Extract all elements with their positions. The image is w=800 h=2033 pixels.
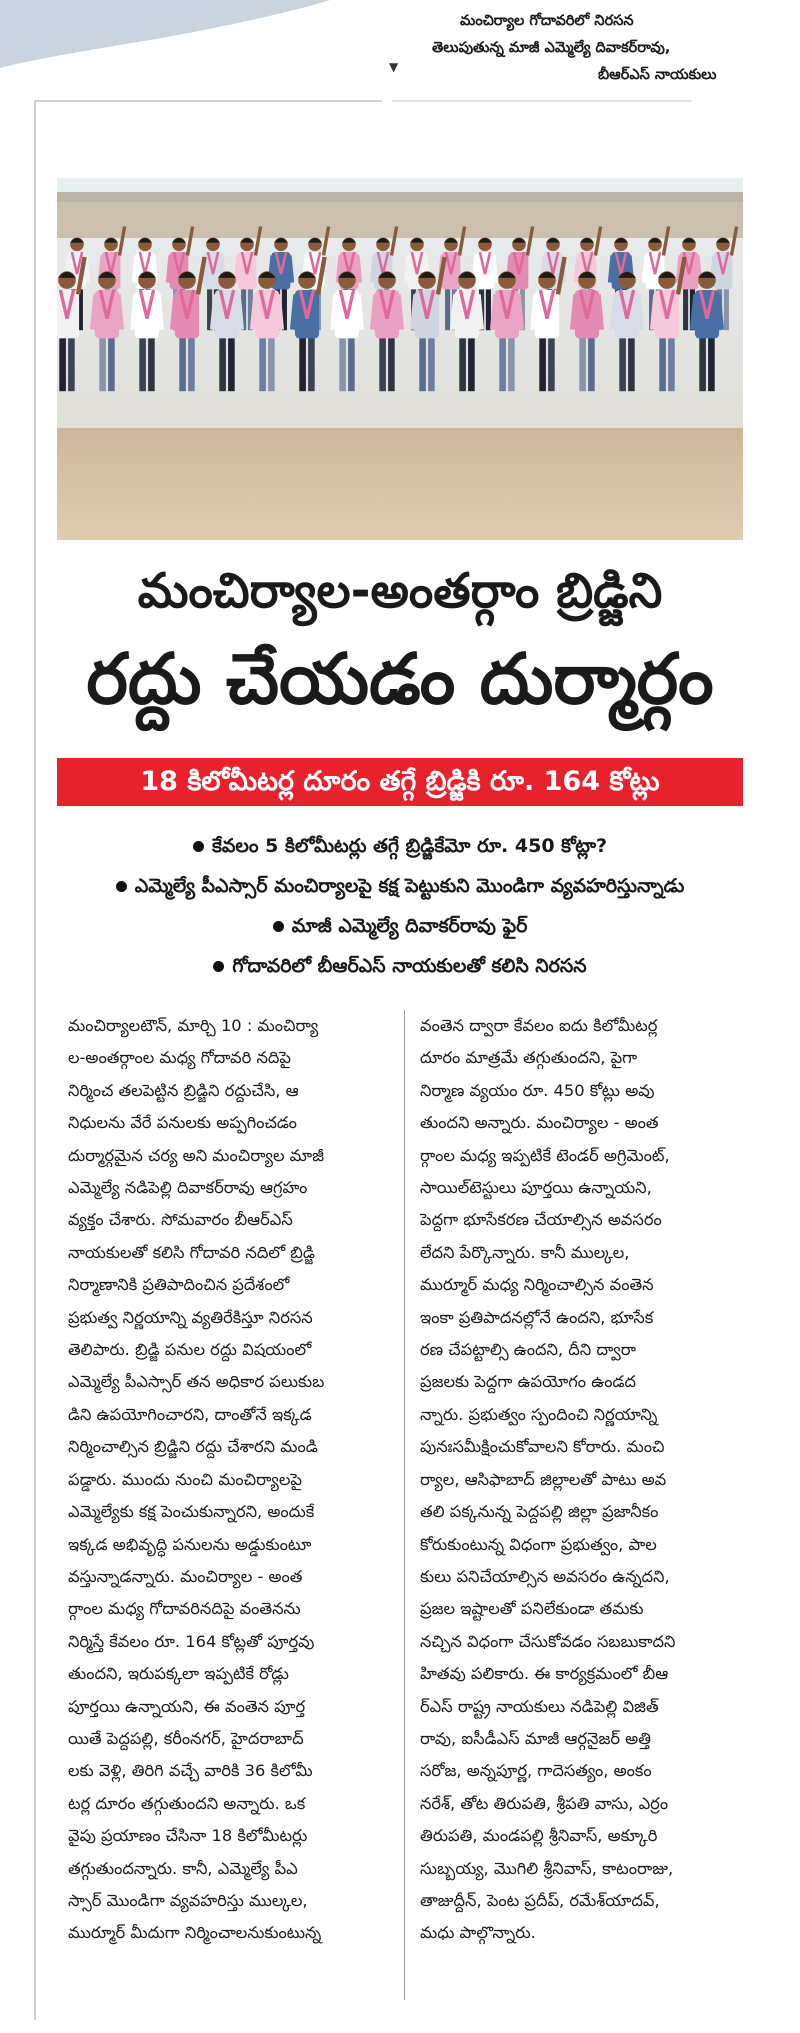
article-line: ముర్మూర్ మీదుగా నిర్మించాలనుకుంటున్న (68, 1923, 322, 1943)
article-line: ఎమ్మెల్యే పీఎస్సార్ తన అధికార పలుకుబ (68, 1372, 325, 1392)
frame-border-left (34, 100, 36, 2020)
article-line: స్సార్ మొండిగా వ్యవహరిస్తు ముల్కల, (68, 1890, 308, 1910)
bullet-list (40, 826, 760, 986)
article-line: తిరుపతి, మండపల్లి శ్రీనివాస్, అక్కూరి (420, 1826, 658, 1846)
article-line: వ్యక్తం చేశారు. సోమవారం బీఆర్‌ఎస్ (68, 1210, 293, 1230)
article-line: టర్ల దూరం తగ్గుతుందని అన్నారు. ఒక (68, 1793, 306, 1813)
bullet-text: మాజీ ఎమ్మెల్యే దివాకర్‌రావు ఫైర్ (291, 915, 528, 937)
headline-banner: 18 కిలోమీటర్ల దూరం తగ్గే బ్రిడ్జికి రూ. 164 కోట్లు (57, 758, 743, 806)
caption-line-3: బీఆర్‌ఎస్ నాయకులు (598, 67, 717, 83)
article-line: నిర్మాణానికి ప్రతిపాదించిన ప్రదేశంలో (68, 1275, 290, 1295)
decorative-swoosh (0, 0, 330, 80)
article-line: పెద్దగా భూసేకరణ చేయాల్సిన అవసరం (420, 1210, 662, 1230)
article-line: తలి పక్కనున్న పెద్దపల్లి జిల్లా ప్రజానీకం (420, 1502, 659, 1522)
article-line: పూర్తయి ఉన్నాయని, ఈ వంతెన పూర్త (68, 1696, 306, 1716)
news-photo (57, 178, 743, 540)
article-line: సుబ్బయ్య, మొగిలి శ్రీనివాస్, కాటంరాజు, (420, 1858, 674, 1878)
article-line: లకు వెళ్లి, తిరిగి వచ్చే వారికి 36 కిలోమీ (68, 1761, 313, 1781)
article-line: ఎమ్మెల్యే నడిపెల్లి దివాకర్‌రావు ఆగ్రహం (68, 1178, 308, 1198)
article-line: ఎమ్మెల్యేకు కక్ష పెంచుకున్నారని, అందుకే (68, 1502, 315, 1522)
bullet-dot-icon (273, 921, 284, 932)
bullet-text: గోదావరిలో బీఆర్‌ఎస్ నాయకులతో కలిసి నిరసన (232, 955, 587, 977)
article-line: హితవు పలికారు. ఈ కార్యక్రమంలో బీఆ (420, 1664, 669, 1684)
article-line: ఇక్కడ అభివృద్ధి పనులను అడ్డుకుంటూ (68, 1534, 312, 1554)
article-line: రణ చేపట్టాల్సి ఉందని, దీని ద్వారా (420, 1340, 637, 1360)
headline-line-2: రద్దు చేయడం దుర్మార్గం (86, 638, 714, 720)
caption-pointer-icon: ▼ (389, 60, 399, 74)
article-line: రావు, ఐసీడీఎస్ మాజీ ఆర్గనైజర్ అత్తి (420, 1728, 651, 1748)
article-line: నిర్మిస్తే కేవలం రూ. 164 కోట్లతో పూర్తవు (68, 1631, 315, 1651)
bullet-item (40, 866, 760, 906)
article-line: ఇంకా ప్రతిపాదనల్లోనే ఉందని, భూసేక (420, 1307, 654, 1327)
article-column-left (68, 1010, 390, 1950)
article-line: నిధులను వేరే పనులకు అప్పగించడం (68, 1113, 297, 1133)
article-line: ప్రజలకు పెద్దగా ఉపయోగం ఉండద (420, 1372, 637, 1392)
article-line: ప్రజల ఇష్టాలతో పనిలేకుండా తమకు (420, 1599, 644, 1619)
article-line: వైపు ప్రయాణం చేసినా 18 కిలోమీటర్లు (68, 1826, 308, 1846)
article-line: లేదని పేర్కొన్నారు. కానీ ముల్కల, (420, 1242, 630, 1262)
bullet-text: కేవలం 5 కిలోమీటర్లు తగ్గే బ్రిడ్జికేమో రూ. 450 కోట్లా? (211, 835, 608, 857)
article-line: దుర్మార్గమైన చర్య అని మంచిర్యాల మాజీ (68, 1145, 325, 1165)
article-line: నిర్మాణ వ్యయం రూ. 450 కోట్లు అవు (420, 1080, 655, 1100)
photo-caption (430, 8, 780, 89)
article-line: తుందని అన్నారు. మంచిర్యాల - అంత (420, 1113, 659, 1133)
article-line: నిర్మించాల్సిన బ్రిడ్జిని రద్దు చేశారని మండి (68, 1437, 318, 1457)
frame-border-top-right (392, 100, 692, 102)
article-line: యితే పెద్దపల్లి, కరీంనగర్, హైదరాబాద్ (68, 1728, 304, 1748)
bullet-item (40, 906, 760, 946)
article-line: తగ్గుతుందన్నారు. కానీ, ఎమ్మెల్యే పీఎ (68, 1858, 298, 1878)
article-line: ర్గాంల మధ్య గోదావరినదిపై వంతెనను (68, 1599, 301, 1619)
article-column-right (420, 1010, 745, 1950)
article-line: కులు పనిచేయాల్సిన అవసరం ఉన్నదని, (420, 1566, 670, 1586)
article-line: పడ్డారు. ముందు నుంచి మంచిర్యాలపై (68, 1469, 302, 1489)
article-line: తెలిపారు. బ్రిడ్జి పనుల రద్దు విషయంలో (68, 1340, 312, 1360)
article-line: వస్తున్నాడన్నారు. మంచిర్యాల - అంత (68, 1566, 303, 1586)
article-line: పునఃసమీక్షించుకోవాలని కోరారు. మంచి (420, 1437, 665, 1457)
article-line: నచ్చిన విధంగా చేసుకోవడం సబబుకాదని (420, 1631, 676, 1651)
article-line: ముర్మూర్ మధ్య నిర్మించాల్సిన వంతెన (420, 1275, 654, 1295)
article-line: ల-అంతర్గాంల మధ్య గోదావరి నదిపై (68, 1048, 291, 1068)
column-divider (404, 1010, 405, 2000)
article-line: ర్‌ఎస్ రాష్ట్ర నాయకులు నడిపెల్లి విజిత్ (420, 1696, 659, 1716)
article-line: నిర్మించ తలపెట్టిన బ్రిడ్జిని రద్దుచేసి, ఆ (68, 1080, 299, 1100)
article-line: కోరుకుంటున్న విధంగా ప్రభుత్వం, పాల (420, 1534, 657, 1554)
caption-line-2: తెలుపుతున్న మాజీ ఎమ్మెల్యే దివాకర్‌రావు, (432, 40, 671, 56)
article-line: మధు పాల్గొన్నారు. (420, 1923, 536, 1943)
headline-line-1: మంచిర్యాల-అంతర్గాం బ్రిడ్జిని (137, 563, 663, 619)
article-line: తాజుద్దీన్, పెంట ప్రదీప్, రమేశ్‌యాదవ్, (420, 1890, 660, 1910)
bullet-dot-icon (193, 841, 204, 852)
bullet-text: ఎమ్మెల్యే పీఎస్సార్ మంచిర్యాలపై కక్ష పెట్టుకుని మొండిగా వ్యవహరిస్తున్నాడు (134, 875, 685, 897)
bullet-dot-icon (116, 881, 127, 892)
article-line: ర్గాంల మధ్య ఇప్పటికే టెండర్ అగ్రిమెంట్, (420, 1145, 670, 1165)
article-line: సాయిల్‌టెస్టులు పూర్తయి ఉన్నాయని, (420, 1178, 652, 1198)
article-line: న్నారు. ప్రభుత్వం స్పందించి నిర్ణయాన్ని (420, 1404, 658, 1424)
article-line: నాయకులతో కలిసి గోదావరి నదిలో బ్రిడ్జి (68, 1242, 315, 1262)
bullet-item (40, 826, 760, 866)
bullet-item (40, 946, 760, 986)
article-line: డిని ఉపయోగించారని, దాంతోనే ఇక్కడ (68, 1404, 312, 1424)
frame-border-top (34, 100, 382, 102)
article-line: వంతెన ద్వారా కేవలం ఐదు కిలోమీటర్ల (420, 1016, 658, 1035)
article-line: ప్రభుత్వ నిర్ణయాన్ని వ్యతిరేకిస్తూ నిరసన (68, 1307, 313, 1327)
article-line: నరేశ్, తోట తిరుపతి, శ్రీపతి వాసు, ఎర్రం (420, 1793, 669, 1813)
article-line: మంచిర్యాలటౌన్, మార్చి 10 : మంచిర్యా (68, 1016, 319, 1035)
article-line: సరోజ, అన్నపూర్ణ, గాదెసత్యం, అంకం (420, 1761, 652, 1781)
caption-line-1: మంచిర్యాల గోదావరిలో నిరసన (460, 13, 634, 29)
bullet-dot-icon (213, 961, 224, 972)
article-line: తుందని, ఇరుపక్కలా ఇప్పటికే రోడ్లు (68, 1664, 289, 1684)
article-line: దూరం మాత్రమే తగ్గుతుందని, పైగా (420, 1048, 638, 1068)
article-line: ర్యాల, ఆసిఫాబాద్ జిల్లాలతో పాటు అవ (420, 1469, 667, 1489)
